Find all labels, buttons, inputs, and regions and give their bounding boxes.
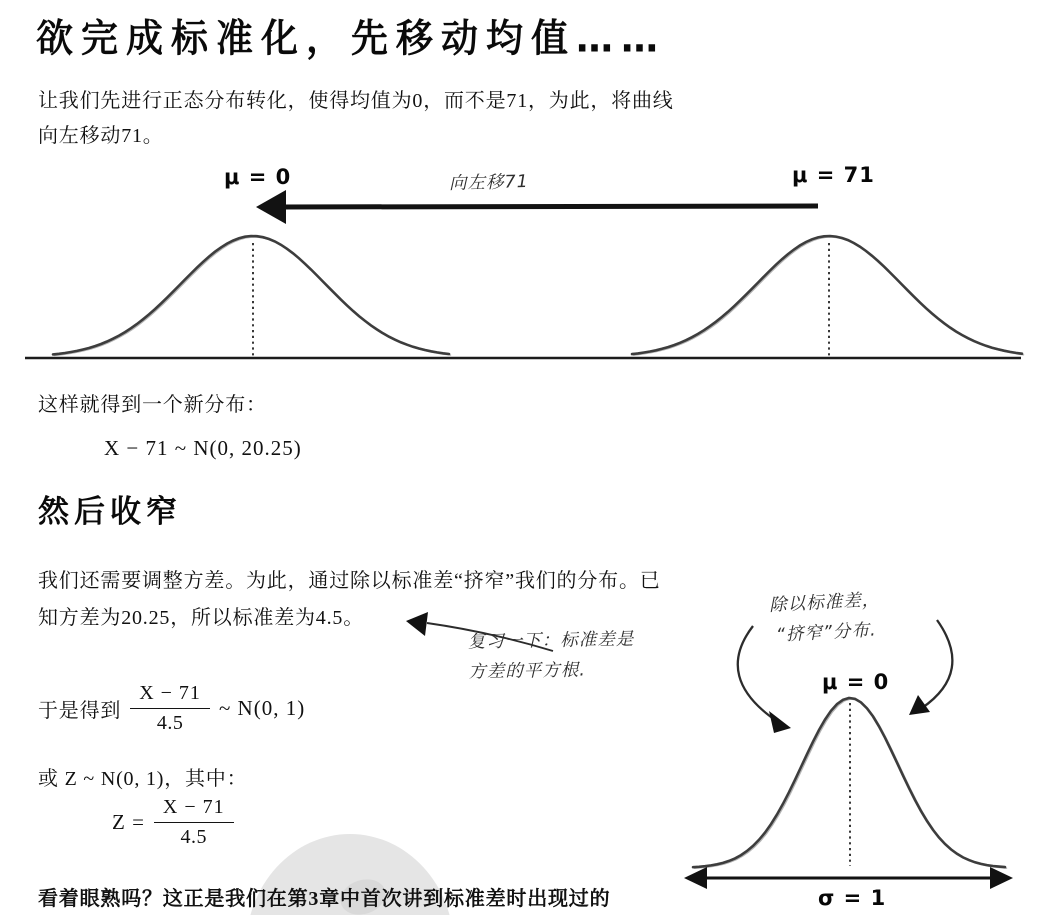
sigma-label: σ = 1 (818, 886, 887, 910)
footer-text: 看着眼熟吗？这正是我们在第3章中首次讲到标准差时出现过的 (38, 888, 611, 910)
squeeze-note-line-2: “挤窄”分布. (775, 620, 878, 646)
derive-prefix: 于是得到 (38, 699, 122, 722)
shift-arrow (256, 190, 818, 224)
fraction (130, 682, 210, 735)
squeeze-note-line-1: 除以标准差， (768, 590, 881, 616)
page-title: 欲完成标准化，先移动均值…… (36, 16, 666, 61)
fraction-numerator: X − 71 (130, 682, 210, 709)
shift-arrow-note: 向左移71 (448, 171, 530, 195)
margin-note-line-2: 方差的平方根. (468, 660, 586, 683)
margin-note-line-1: 复习一下：标准差是 (467, 629, 635, 653)
fraction-2-denominator: 4.5 (180, 825, 208, 848)
fraction-2-numerator: X − 71 (154, 796, 234, 823)
curved-arrow-right (909, 620, 952, 715)
section-heading: 然后收窄 (38, 494, 182, 530)
intro-line-1: 让我们先进行正态分布转化，使得均值为0，而不是71，为此，将曲线 (38, 90, 674, 112)
derive-formula (38, 678, 305, 738)
derive-suffix: ~ N(0, 1) (218, 695, 306, 720)
mu-zero-label-2: μ = 0 (822, 670, 890, 694)
body-paragraph-line-1: 我们还需要调整方差。为此，通过除以标准差“挤窄”我们的分布。已 (38, 570, 661, 592)
intro-line-2: 向左移动71。 (38, 125, 164, 147)
fraction-2 (154, 796, 234, 849)
z-lhs: Z = (112, 809, 145, 834)
normal-formula: X − 71 ~ N(0, 20.25) (104, 436, 302, 460)
mu-zero-label: μ = 0 (224, 165, 292, 189)
new-distribution-lead: 这样就得到一个新分布： (38, 394, 267, 416)
squeeze-note (769, 585, 883, 651)
z-statement: 或 Z ~ N(0, 1)，其中： (38, 768, 248, 790)
bell-curve-right (632, 236, 1024, 355)
mu-71-label: μ = 71 (792, 163, 875, 187)
bell-curve-left (53, 236, 451, 356)
fraction-denominator: 4.5 (156, 711, 184, 734)
z-definition (112, 792, 234, 852)
margin-note (467, 625, 635, 688)
body-paragraph-line-2: 知方差为20.25，所以标准差为4.5。 (38, 607, 364, 629)
